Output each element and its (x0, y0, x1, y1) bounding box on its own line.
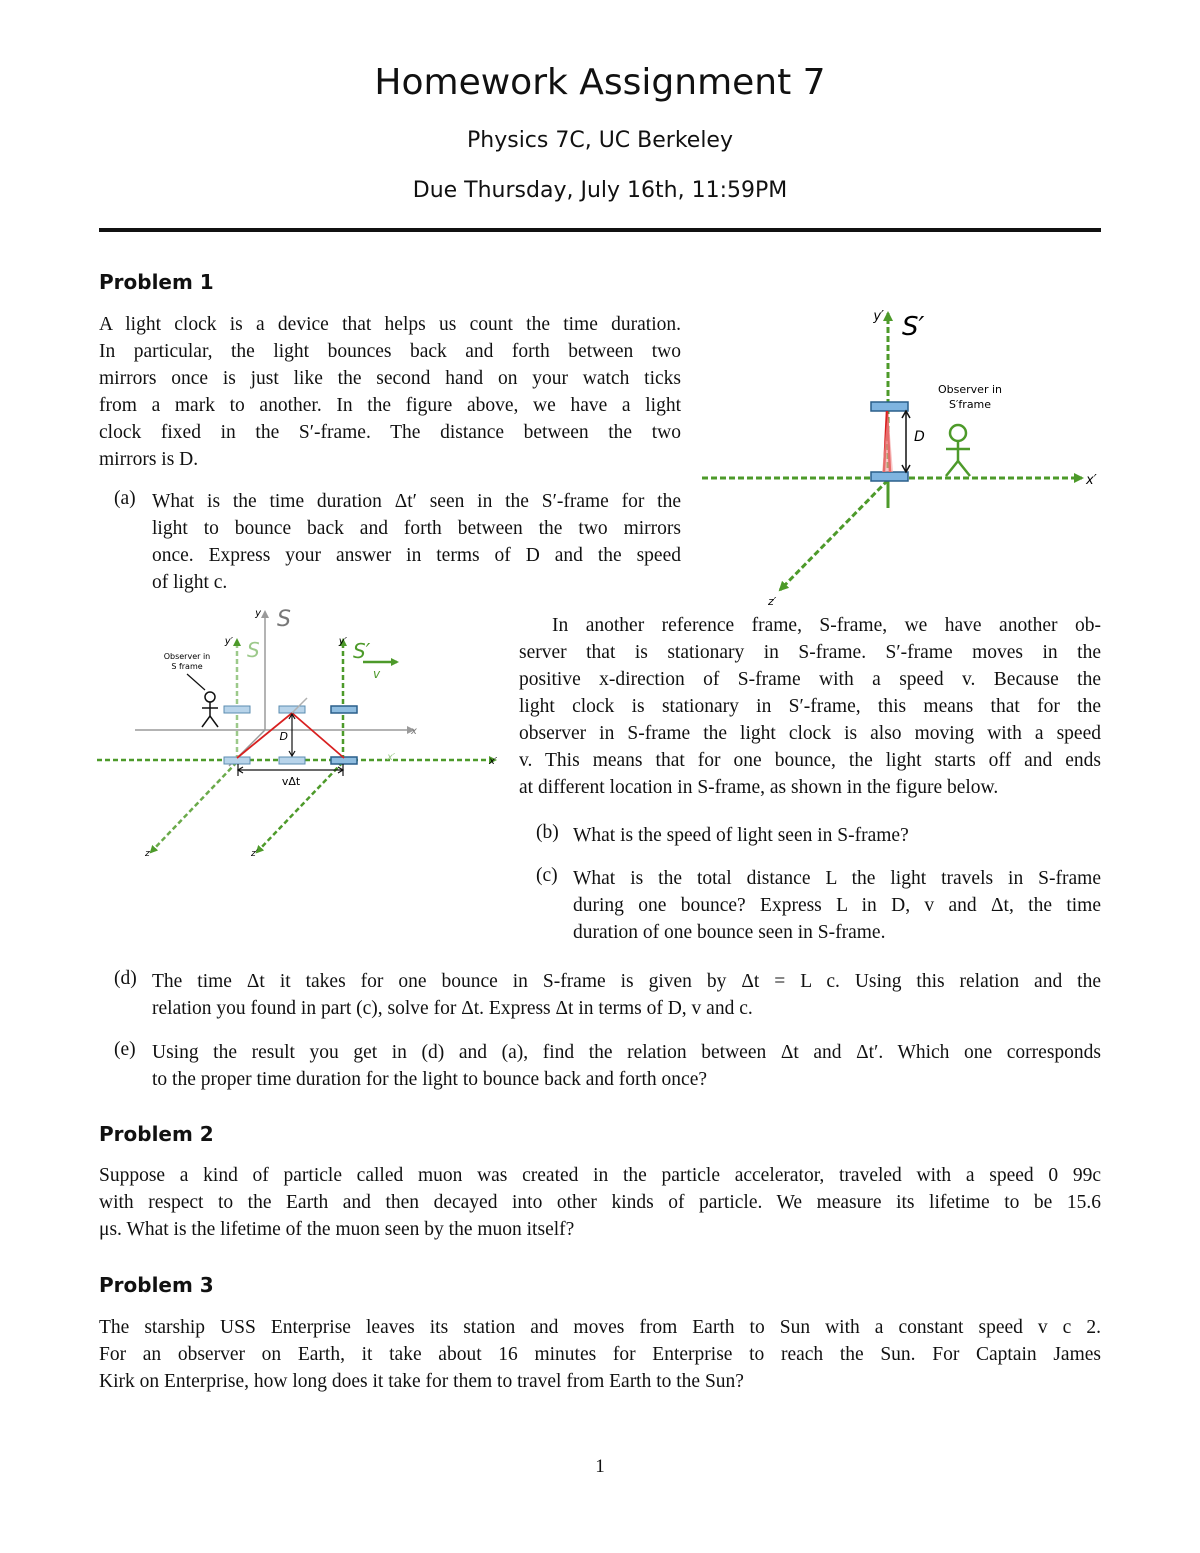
text-line: Using the result you get in (d) and (a), find the relation between Δt and Δt′. Which one corresponds (152, 1042, 1101, 1063)
top-mirror (871, 402, 908, 411)
part-d-text (152, 968, 1101, 1022)
observer-label-line1: Observer in (163, 652, 211, 661)
observer-legs (946, 461, 970, 476)
mirror-top-1 (224, 706, 250, 713)
text-line: light clock is stationary in S′-frame, this means that for the (519, 696, 1101, 717)
text-line: What is the total distance L the light travels in S-frame (573, 868, 1101, 889)
mirror-bottom-3 (331, 757, 357, 764)
observer-head (950, 425, 966, 441)
text-line: Suppose a kind of particle called muon was created in the particle accelerator, traveled with a speed 0 99c (99, 1165, 1101, 1186)
text-line: light to bounce back and forth between the two mirrors (152, 518, 681, 539)
frame-label-s-prime: S′ (353, 639, 371, 663)
text-line: positive x-direction of S-frame with a speed v. Because the (519, 669, 1101, 690)
text-line: at different location in S-frame, as shown in the figure below. (519, 777, 999, 798)
part-b-text (573, 822, 1101, 849)
due-date: Due Thursday, July 16th, 11:59PM (412, 178, 788, 203)
distance-label: D (279, 730, 288, 743)
bottom-mirror (871, 472, 908, 481)
x-prime-mid-label: x′ (387, 752, 396, 763)
y-prime-right-label: y′ (338, 636, 347, 647)
z-prime-axis-label: z′ (768, 595, 777, 608)
text-line: In particular, the light bounces back and forth between two (99, 341, 681, 362)
part-e-text (152, 1039, 1101, 1093)
x-prime-axis-label: x′ (1086, 473, 1097, 488)
text-line: once. Express your answer in terms of D and the speed (152, 545, 681, 566)
text-line: relation you found in part (c), solve for Δt. Express Δt in terms of D, v and c. (152, 998, 753, 1019)
problem-2-text (99, 1162, 1101, 1243)
y-axis-label: y (255, 608, 261, 619)
text-line: The starship USS Enterprise leaves its station and moves from Earth to Sun with a constant speed v c 2. (99, 1317, 1101, 1338)
text-line: of light c. (152, 572, 228, 593)
text-line: during one bounce? Express L in D, v and Δt, the time (573, 895, 1101, 916)
text-line: mirrors once is just like the second hand on your watch ticks (99, 368, 681, 389)
part-a-text (152, 488, 681, 596)
x-axis-label: x (411, 726, 417, 737)
part-b-label: (b) (536, 822, 559, 843)
part-c-label: (c) (536, 865, 558, 886)
part-a-label: (a) (114, 488, 136, 509)
text-line: observer in S-frame the light clock is also moving with a speed (519, 723, 1101, 744)
mirror-bottom-1 (224, 757, 250, 764)
text-line: A light clock is a device that helps us count the time duration. (99, 314, 681, 335)
z-prime-axis-left (151, 762, 237, 852)
text-line: Kirk on Enterprise, how long does it take for them to travel from Earth to the Sun? (99, 1371, 744, 1392)
frame-label-s-left: S (247, 638, 260, 662)
page-number: 1 (595, 1456, 605, 1477)
problem-1-s-frame-description (519, 612, 1101, 801)
frame-label-s-prime: S′ (902, 312, 925, 342)
text-line: mirrors is D. (99, 449, 199, 470)
light-path-fill (882, 411, 893, 472)
problem-3-heading: Problem 3 (99, 1273, 214, 1297)
course-name: Physics 7C, UC Berkeley (467, 128, 733, 153)
text-line: server that is stationary in S-frame. S′-frame moves in the (519, 642, 1101, 663)
z-prime-axis (780, 480, 888, 590)
z-prime-label: z′ (251, 849, 258, 859)
page-title: Homework Assignment 7 (374, 62, 826, 103)
frame-label-s: S (277, 607, 291, 632)
text-line: The time Δt it takes for one bounce in S-frame is given by Δt = L c. Using this relation and the (152, 971, 1101, 992)
mirror-top-3 (331, 706, 357, 713)
observer-pointer (187, 674, 205, 690)
y-prime-left-label: y′ (224, 636, 233, 647)
problem-1-intro (99, 311, 681, 473)
observer-label-line1: Observer in (938, 383, 1002, 396)
velocity-label: v (373, 667, 381, 681)
text-line: What is the speed of light seen in S-frame? (573, 825, 909, 846)
figure-light-clock-s-prime (700, 298, 1100, 610)
observer-label-line2: S frame (171, 662, 203, 671)
distance-label: D (914, 429, 925, 445)
problem-1-heading: Problem 1 (99, 270, 214, 294)
part-d-label: (d) (114, 968, 137, 989)
problem-2-heading: Problem 2 (99, 1122, 214, 1146)
text-line: μs. What is the lifetime of the muon seen by the muon itself? (99, 1219, 575, 1240)
text-line: For an observer on Earth, it take about 16 minutes for Enterprise to reach the Sun. For Captain James (99, 1344, 1101, 1365)
y-prime-axis-label: y′ (873, 309, 884, 324)
observer-legs (202, 716, 218, 727)
part-e-label: (e) (114, 1039, 136, 1060)
light-path (237, 713, 344, 758)
z-label: z (145, 849, 150, 859)
text-line: duration of one bounce seen in S-frame. (573, 922, 886, 943)
text-line: v. This means that for one bounce, the light starts off and ends (519, 750, 1101, 771)
problem-3-text (99, 1314, 1101, 1395)
figure-light-clock-s-frame (95, 600, 507, 860)
text-line: In another reference frame, S-frame, we have another ob- (552, 615, 1101, 636)
displacement-label: vΔt (281, 775, 301, 788)
header-rule (99, 228, 1101, 232)
part-c-text (573, 865, 1101, 946)
text-line: from a mark to another. In the figure above, we have a light (99, 395, 681, 416)
text-line: with respect to the Earth and then decayed into other kinds of particle. We measure its lifetime to be 15.6 (99, 1192, 1101, 1213)
mirror-bottom-2 (279, 757, 305, 764)
text-line: clock fixed in the S′-frame. The distance between the two (99, 422, 681, 443)
observer-head (205, 692, 215, 702)
observer-label-line2: S′frame (948, 398, 992, 411)
text-line: What is the time duration Δt′ seen in the S′-frame for the (152, 491, 681, 512)
text-line: to the proper time duration for the light to bounce back and forth once? (152, 1069, 708, 1090)
x-prime-label: x′ (489, 756, 498, 767)
